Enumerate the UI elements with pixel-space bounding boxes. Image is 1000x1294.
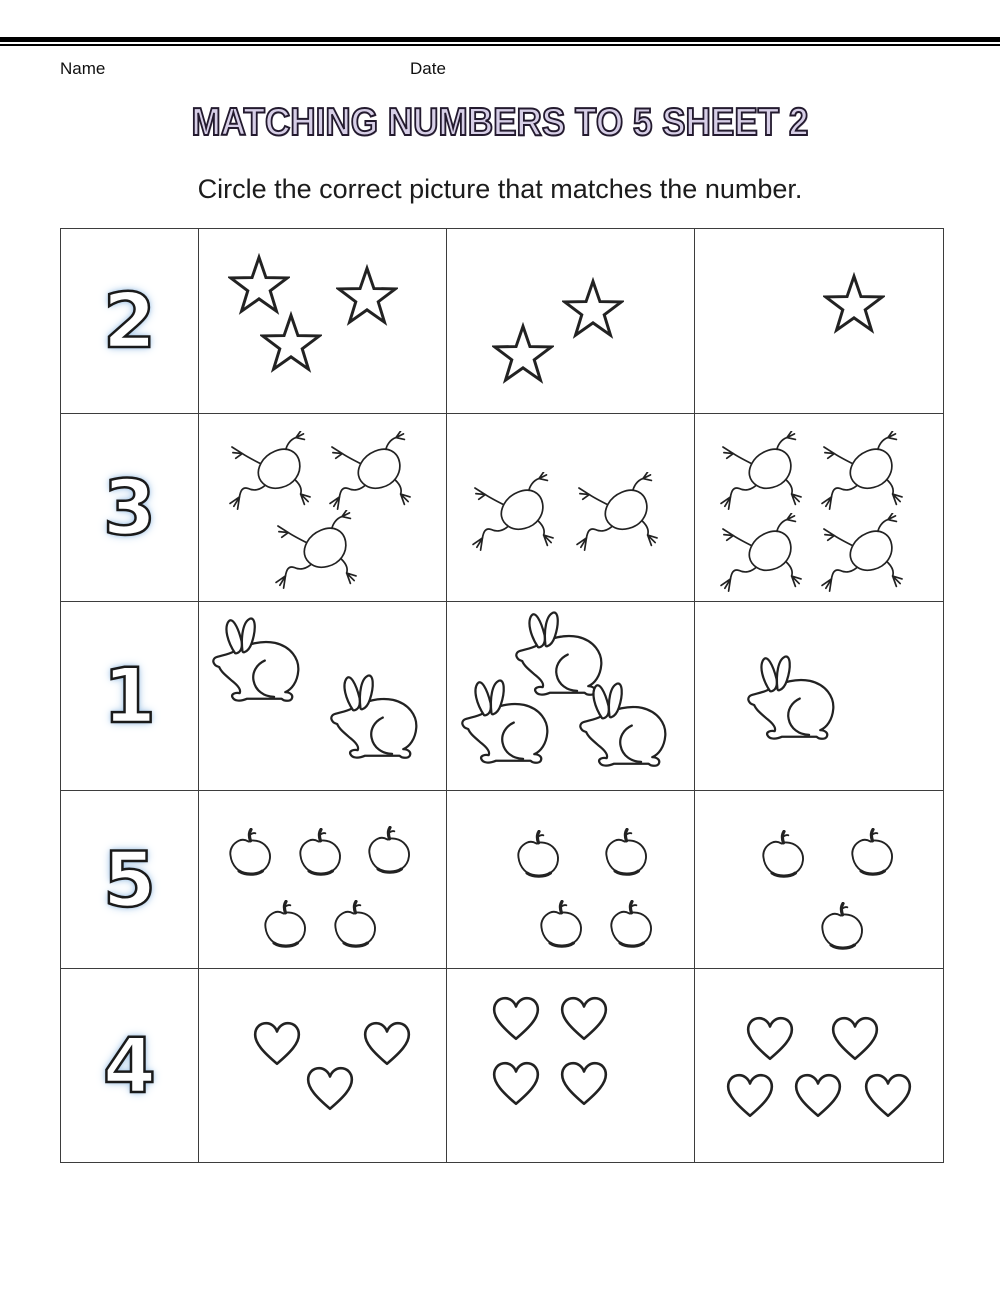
row-number: 1 bbox=[103, 651, 156, 740]
option-cell-row2-choice3[interactable] bbox=[695, 414, 943, 602]
heart-icon bbox=[744, 1015, 796, 1063]
star-icon bbox=[260, 311, 322, 373]
option-cell-row5-choice2[interactable] bbox=[447, 969, 695, 1162]
apple-icon bbox=[224, 828, 278, 885]
number-cell bbox=[61, 791, 199, 969]
apple-icon bbox=[757, 830, 811, 887]
heart-icon bbox=[490, 995, 542, 1043]
option-cell-row3-choice2[interactable] bbox=[447, 602, 695, 791]
apple-icon bbox=[329, 900, 383, 957]
frog-icon bbox=[271, 510, 379, 590]
frog-icon bbox=[817, 431, 925, 511]
instruction-text: Circle the correct picture that matches the number. bbox=[197, 174, 803, 204]
star-icon bbox=[492, 322, 554, 384]
frog-icon bbox=[572, 472, 680, 552]
row-number: 4 bbox=[103, 1020, 156, 1110]
apple-icon bbox=[605, 900, 659, 957]
option-cell-row1-choice1[interactable] bbox=[199, 229, 447, 414]
star-icon bbox=[823, 272, 885, 334]
apple-icon bbox=[259, 900, 313, 957]
frog-icon bbox=[225, 431, 333, 511]
rabbit-icon bbox=[455, 677, 567, 770]
row-number: 3 bbox=[103, 462, 156, 552]
frog-icon bbox=[716, 513, 824, 593]
number-cell bbox=[61, 969, 199, 1162]
rabbit-icon bbox=[206, 615, 318, 708]
option-cell-row1-choice2[interactable] bbox=[447, 229, 695, 414]
number-cell bbox=[61, 229, 199, 414]
heart-icon bbox=[361, 1020, 413, 1068]
number-cell bbox=[61, 414, 199, 602]
star-icon bbox=[562, 277, 624, 339]
apple-icon bbox=[294, 828, 348, 885]
frog-icon bbox=[817, 513, 925, 593]
heart-icon bbox=[829, 1015, 881, 1063]
rabbit-icon bbox=[573, 680, 685, 773]
option-cell-row2-choice2[interactable] bbox=[447, 414, 695, 602]
matching-table bbox=[60, 228, 944, 1163]
option-cell-row4-choice2[interactable] bbox=[447, 791, 695, 969]
heart-icon bbox=[304, 1065, 356, 1113]
frog-icon bbox=[716, 431, 824, 511]
apple-icon bbox=[600, 828, 654, 885]
name-label: Name bbox=[60, 59, 106, 78]
apple-icon bbox=[816, 902, 870, 959]
star-icon bbox=[228, 253, 290, 315]
heart-icon bbox=[558, 995, 610, 1043]
row-number: 5 bbox=[103, 834, 156, 924]
option-cell-row4-choice1[interactable] bbox=[199, 791, 447, 969]
heart-icon bbox=[862, 1072, 914, 1120]
apple-icon bbox=[512, 830, 566, 887]
option-cell-row2-choice1[interactable] bbox=[199, 414, 447, 602]
option-cell-row5-choice3[interactable] bbox=[695, 969, 943, 1162]
option-cell-row5-choice1[interactable] bbox=[199, 969, 447, 1162]
rabbit-icon bbox=[324, 672, 436, 765]
option-cell-row4-choice3[interactable] bbox=[695, 791, 943, 969]
rabbit-icon bbox=[741, 653, 853, 746]
date-label: Date bbox=[410, 59, 446, 78]
number-cell bbox=[61, 602, 199, 791]
option-cell-row3-choice3[interactable] bbox=[695, 602, 943, 791]
option-cell-row1-choice3[interactable] bbox=[695, 229, 943, 414]
header-rule bbox=[0, 37, 1000, 46]
row-number: 2 bbox=[103, 276, 156, 365]
heart-icon bbox=[724, 1072, 776, 1120]
option-cell-row3-choice1[interactable] bbox=[199, 602, 447, 791]
star-icon bbox=[336, 264, 398, 326]
apple-icon bbox=[846, 828, 900, 885]
apple-icon bbox=[535, 900, 589, 957]
frog-icon bbox=[468, 472, 576, 552]
page-title: MATCHING NUMBERS TO 5 SHEET 2 bbox=[191, 101, 809, 144]
frog-icon bbox=[325, 431, 433, 511]
heart-icon bbox=[251, 1020, 303, 1068]
heart-icon bbox=[792, 1072, 844, 1120]
apple-icon bbox=[363, 826, 417, 883]
heart-icon bbox=[490, 1060, 542, 1108]
heart-icon bbox=[558, 1060, 610, 1108]
